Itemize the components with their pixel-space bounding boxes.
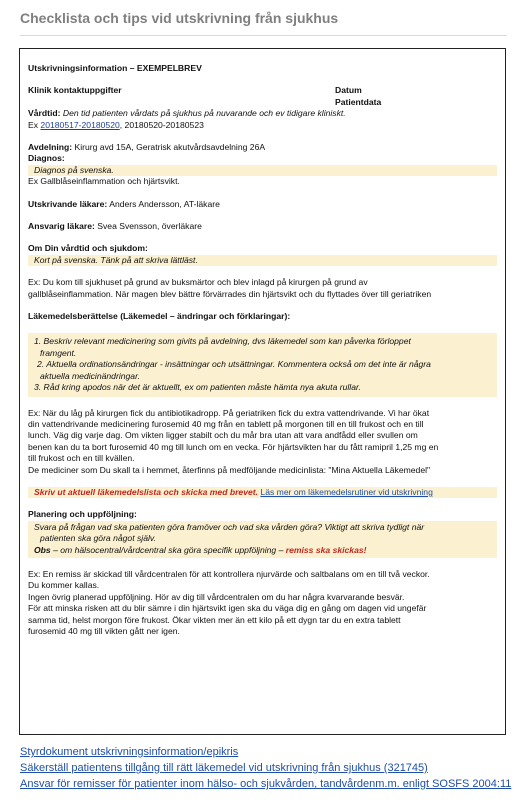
medication-example <box>28 408 497 476</box>
medication-example-line: De mediciner som Du skall ta i hemmet, återfinns på medföljande medicinlista: "Mina Aktuella Läkemedel" <box>28 464 431 475</box>
plan-obs-text: – om hälsocentral/vårdcentral ska göra specifik uppföljning – <box>50 544 286 555</box>
care-hint: Kort på svenska. Tänk på att skriva lättläst. <box>28 255 497 266</box>
diagnosis-hint: Diagnos på svenska. <box>28 165 497 176</box>
medication-routines-link[interactable]: Läs mer om läkemedelsrutiner vid utskrivning <box>260 486 433 497</box>
link-remisser-ansvar[interactable]: Ansvar för remisser för patienter inom hälso- och sjukvården, tandvårdenm.m. enligt SOSFS 2004:11 <box>20 778 512 790</box>
medication-example-line: till frukost och en till kvällen. <box>28 453 135 464</box>
medication-hint-line: 1. Beskriv relevant medicinering som givits på avdelning, dvs läkemedel som kan påverka förloppet <box>34 336 411 347</box>
stay-example-first: 20180517-20180520 <box>40 119 120 130</box>
plan-example-line: Du kommer kallas. <box>28 580 100 591</box>
medication-hint-line: 3. Råd kring apodos när det är aktuellt, ex om patienten måste hämta nya akuta rullar. <box>34 382 361 393</box>
clinic-contact-label: Klinik kontaktuppgifter <box>28 85 122 96</box>
responsible-doctor-line <box>28 221 497 232</box>
reference-links <box>20 744 511 792</box>
example-letter <box>19 48 506 735</box>
medication-example-line: din vattendrivande medicinering furosemid 40 mg från en tablett på morgonen till en till frukost och en till <box>28 418 424 429</box>
medication-example-line: lunch. Väg dig varje dag. Om vikten ligger stabilt och du mår bra utan att vara andfådd eller svullen om <box>28 430 418 441</box>
page-title: Checklista och tips vid utskrivning från sjukhus <box>20 10 339 26</box>
stay-example-rest: , 20180520-20180523 <box>119 119 204 130</box>
care-example-line-1: Ex: Du kom till sjukhuset på grund av buksmärtor och blev inlagd på kirurgen på grund av <box>28 277 368 288</box>
medication-example-line: Ex: När du låg på kirurgen fick du antibiotikadropp. På geriatriken fick du extra vattendrivande. Vi har ökat <box>28 407 430 418</box>
discharging-doctor-value: Anders Andersson, AT-läkare <box>107 198 220 209</box>
plan-obs-red: remiss ska skickas! <box>285 544 367 555</box>
print-note-line <box>28 487 497 498</box>
responsible-doctor-value: Svea Svensson, överläkare <box>94 221 202 232</box>
medication-hint-line: 2. Aktuella ordinationsändringar - insättningar och utsättningar. Kommentera också om det inte är några <box>37 359 431 370</box>
patient-data-label: Patientdata <box>335 96 382 107</box>
discharging-doctor-line <box>28 199 497 210</box>
medication-hints <box>28 333 497 396</box>
date-label: Datum <box>335 85 362 96</box>
plan-obs-line <box>34 545 497 556</box>
ward-line <box>28 142 497 153</box>
ward-value: Kirurg avd 15A, Geratrisk akutvårdsavdelning 26A <box>72 142 266 152</box>
plan-heading: Planering och uppföljning: <box>28 509 137 520</box>
plan-example-line: furosemid 40 mg till vikten gått ner igen. <box>28 626 180 636</box>
plan-obs-label: Obs <box>34 544 51 555</box>
plan-hint-line-2: patienten ska göra något själv. <box>40 533 156 544</box>
responsible-doctor-label: Ansvarig läkare: <box>28 221 95 232</box>
patient-row <box>28 97 497 108</box>
plan-hints <box>28 521 497 558</box>
plan-hint-line-1: Svara på frågan vad ska patienten göra framöver och vad ska vården göra? Viktigt att skriva tydligt när <box>34 521 425 532</box>
stay-example-prefix: Ex <box>28 119 41 130</box>
plan-example-line: Ex: En remiss är skickad till vårdcentralen för att kontrollera njurvärde och saltbalans om en till två veckor. <box>28 568 430 579</box>
print-note: Skriv ut aktuell läkemedelslista och skicka med brevet. <box>34 486 259 497</box>
plan-example <box>28 569 497 637</box>
link-lakemedel-utskrivning[interactable]: Säkerställ patientens tillgång till rätt läkemedel vid utskrivning från sjukhus (321745) <box>20 762 428 774</box>
medication-hint-line: framgent. <box>40 347 77 358</box>
title-divider <box>20 35 507 36</box>
care-example-line-2: gallblåseinflammation. När magen blev bättre förvärrades din hjärtsvikt och du flyttades över till geriatriken <box>28 288 432 299</box>
diagnosis-example: Ex Gallblåseinflammation och hjärtsvikt. <box>28 176 180 187</box>
plan-example-line: För att minska risken att du blir sämre i din hjärtsvikt igen ska du väga dig en gång om dagen vid ungefär <box>28 603 427 614</box>
link-styrdokument[interactable]: Styrdokument utskrivningsinformation/epikris <box>20 746 239 758</box>
letter-header: Utskrivningsinformation – EXEMPELBREV <box>28 63 202 73</box>
clinic-date-row <box>28 85 497 96</box>
stay-hint: Den tid patienten vårdats på sjukhus på nuvarande och ev tidigare kliniskt. <box>60 108 346 119</box>
plan-example-line: Ingen övrig planerad uppföljning. Hör av dig till vårdcentralen om du har några kvarvarande besvär. <box>28 591 405 602</box>
medication-hint-line: aktuella medicinändringar. <box>40 370 140 381</box>
stay-label: Vårdtid: <box>28 108 61 119</box>
ward-label: Avdelning: <box>28 142 73 152</box>
stay-example <box>28 120 497 131</box>
diagnosis-label: Diagnos: <box>28 153 65 164</box>
stay-line <box>28 108 497 119</box>
discharging-doctor-label: Utskrivande läkare: <box>28 198 108 209</box>
care-heading: Om Din vårdtid och sjukdom: <box>28 243 148 254</box>
plan-example-line: samma tid, helst morgon före frukost. Ökar vikten mer än ett kilo på ett dygn tar du en extra tablett <box>28 614 401 625</box>
medication-example-line: benen kan du ta bort furosemid 40 mg till lunch om en vecka. För hjärtsvikten har du fått ramipril 1,25 mg en <box>28 441 439 452</box>
medication-heading: Läkemedelsberättelse (Läkemedel – ändringar och förklaringar): <box>28 311 291 322</box>
